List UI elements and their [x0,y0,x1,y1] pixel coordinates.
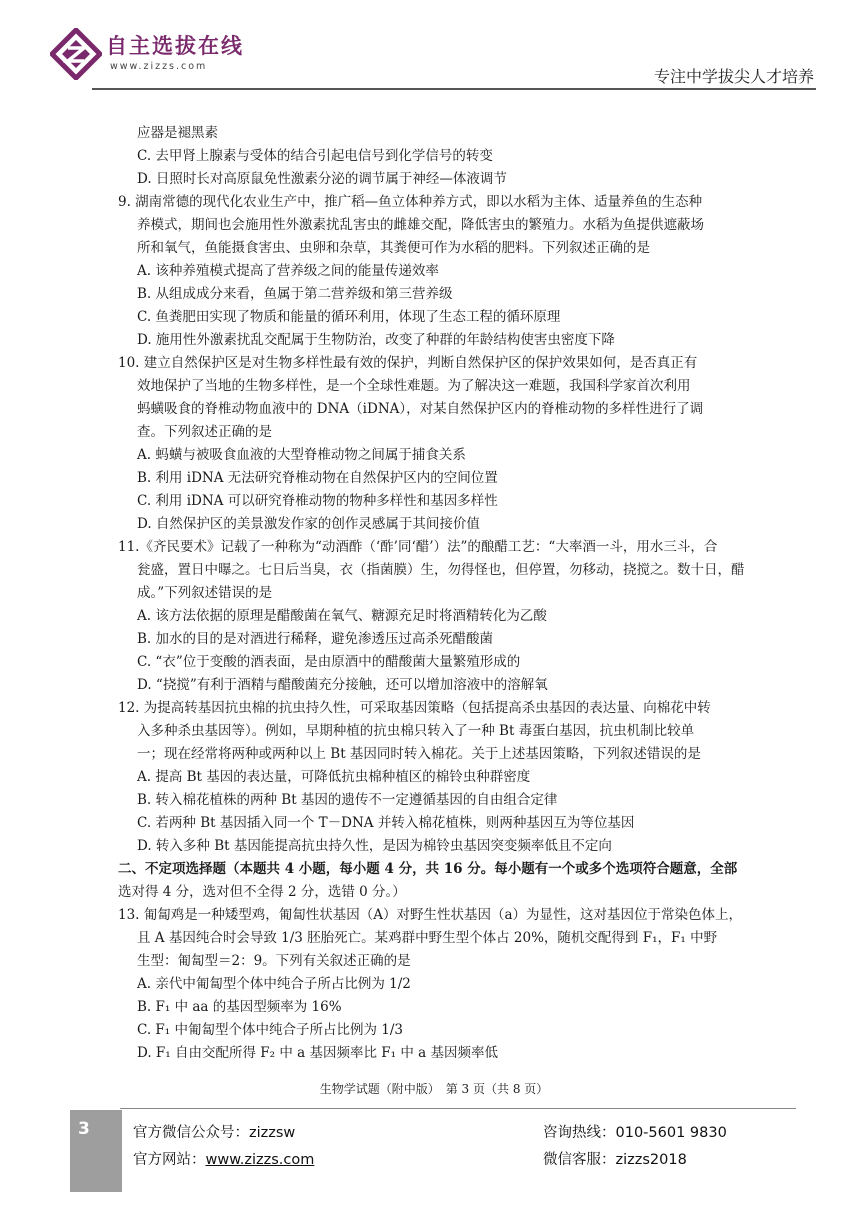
question-12-stem: 12. 为提高转基因抗虫棉的抗虫持久性，可采取基因策略（包括提高杀虫基因的表达量、向棉花中转 [118,700,711,716]
option-line: C. F₁ 中匍匐型个体中纯合子所占比例为 1/3 [137,1022,404,1038]
option-line: B. F₁ 中 aa 的基因型频率为 16% [137,999,342,1015]
option-line: A. 亲代中匍匐型个体中纯合子所占比例为 1/2 [137,976,411,992]
brand-name: 自主选拔在线 [106,34,244,58]
option-line: A. 提高 Bt 基因的表达量，可降低抗虫棉种植区的棉铃虫种群密度 [137,769,531,785]
option-line: C. 去甲肾上腺素与受体的结合引起电信号到化学信号的转变 [137,148,493,164]
zizzs-logo-icon [50,28,102,80]
footer-service: 微信客服：zizzs2018 [543,1152,687,1168]
option-line: C. 鱼粪肥田实现了物质和能量的循环利用，体现了生态工程的循环原理 [137,309,561,325]
option-line: C. 利用 iDNA 可以研究脊椎动物的物种多样性和基因多样性 [137,493,498,509]
text-line: 一；现在经常将两种或两种以上 Bt 基因同时转入棉花。关于上述基因策略，下列叙述错误的是 [137,746,701,762]
option-line: C. “衣”位于变酸的酒表面，是由原酒中的醋酸菌大量繁殖形成的 [137,654,521,670]
footer-website-label: 官方网站： [133,1152,206,1168]
option-line: A. 蚂蟥与被吸食血液的大型脊椎动物之间属于捕食关系 [137,447,466,463]
option-line: B. 利用 iDNA 无法研究脊椎动物在自然保护区内的空间位置 [137,470,498,486]
footer-website [133,1148,314,1169]
option-line: C. 若两种 Bt 基因插入同一个 T－DNA 并转入棉花植株，则两种基因互为等位基因 [137,815,635,831]
exam-page-footnote [0,1080,868,1097]
question-13-stem: 13. 匍匐鸡是一种矮型鸡，匍匐性状基因（A）对野生性状基因（a）为显性，这对基因位于常染色体上， [118,907,743,923]
question-11-stem: 11.《齐民要术》记载了一种称为“动酒酢（‘酢’同‘醋’）法”的酿醋工艺：“大率酒一斗，用水三斗，合 [118,539,718,555]
footer-website-link[interactable]: www.zizzs.com [205,1152,315,1168]
page-number: 3 [78,1119,90,1139]
option-line: A. 该方法依据的原理是醋酸菌在氧气、糖源充足时将酒精转化为乙酸 [137,608,547,624]
header-slogan: 专注中学拔尖人才培养 [653,67,814,86]
question-9-stem: 9. 湖南常德的现代化农业生产中，推广稻—鱼立体种养方式，即以水稻为主体、适量养鱼的生态种 [118,194,703,210]
option-line: D. 自然保护区的美景激发作家的创作灵感属于其间接价值 [137,516,480,532]
option-line: D. 施用性外激素扰乱交配属于生物防治，改变了种群的年龄结构使害虫密度下降 [137,332,615,348]
text-line: 成。”下列叙述错误的是 [137,585,273,601]
option-line: D. “挠搅”有利于酒精与醋酸菌充分接触，还可以增加溶液中的溶解氧 [137,677,548,693]
text-line: 效地保护了当地的生物多样性，是一个全球性难题。为了解决这一难题，我国科学家首次利用 [137,378,691,394]
text-line: 应器是褪黑素 [137,125,218,141]
section-heading: 二、不定项选择题（本题共 4 小题，每小题 4 分，共 16 分。每小题有一个或多个选项符合题意，全部 [118,861,738,877]
text-line: 瓮盛，置日中曝之。七日后当臭，衣（指菌膜）生，勿得怪也，但停置，勿移动，挠搅之。数十日，醋 [137,562,745,578]
text-line: 生型：匍匐型＝2：9。下列有关叙述正确的是 [137,953,411,969]
option-line: A. 该种养殖模式提高了营养级之间的能量传递效率 [137,263,439,279]
text-line: 所和氧气，鱼能摄食害虫、虫卵和杂草，其粪便可作为水稻的肥料。下列叙述正确的是 [137,240,650,256]
page-header [0,0,868,92]
option-line: B. 从组成成分来看，鱼属于第二营养级和第三营养级 [137,286,453,302]
text-line: 且 A 基因纯合时会导致 1/3 胚胎死亡。某鸡群中野生型个体占 20%，随机交配得到 F₁，F₁ 中野 [137,930,718,946]
footer-hotline: 咨询热线：010-5601 9830 [543,1125,727,1141]
page-info: 生物学试题（附中版） 第 3 页（共 8 页） [319,1082,549,1096]
brand-url[interactable]: www.zizzs.com [110,61,208,72]
option-line: D. F₁ 自由交配所得 F₂ 中 a 基因频率比 F₁ 中 a 基因频率低 [137,1045,498,1061]
text-line: 养模式，期间也会施用性外激素扰乱害虫的雌雄交配，降低害虫的繁殖力。水稻为鱼提供遮蔽场 [137,217,704,233]
header-divider [92,88,816,90]
option-line: D. 日照时长对高原鼠免性激素分泌的调节属于神经—体液调节 [137,171,507,187]
text-line: 蚂蟥吸食的脊椎动物血液中的 DNA（iDNA），对某自然保护区内的脊椎动物的多样性进行了调 [137,401,704,417]
footer-wechat: 官方微信公众号：zizzsw [133,1125,296,1141]
text-line: 查。下列叙述正确的是 [137,424,272,440]
option-line: B. 转入棉花植株的两种 Bt 基因的遗传不一定遵循基因的自由组合定律 [137,792,558,808]
option-line: B. 加水的目的是对酒进行稀释，避免渗透压过高杀死醋酸菌 [137,631,494,647]
footer-divider [120,1108,796,1109]
section-instructions: 选对得 4 分，选对但不全得 2 分，选错 0 分。） [118,884,406,900]
question-10-stem: 10. 建立自然保护区是对生物多样性最有效的保护，判断自然保护区的保护效果如何，是否真正有 [118,355,698,371]
option-line: D. 转入多种 Bt 基因能提高抗虫持久性，是因为棉铃虫基因突变频率低且不定向 [137,838,612,854]
text-line: 入多种杀虫基因等）。例如，早期种植的抗虫棉只转入了一种 Bt 毒蛋白基因，抗虫机制比较单 [137,723,695,739]
